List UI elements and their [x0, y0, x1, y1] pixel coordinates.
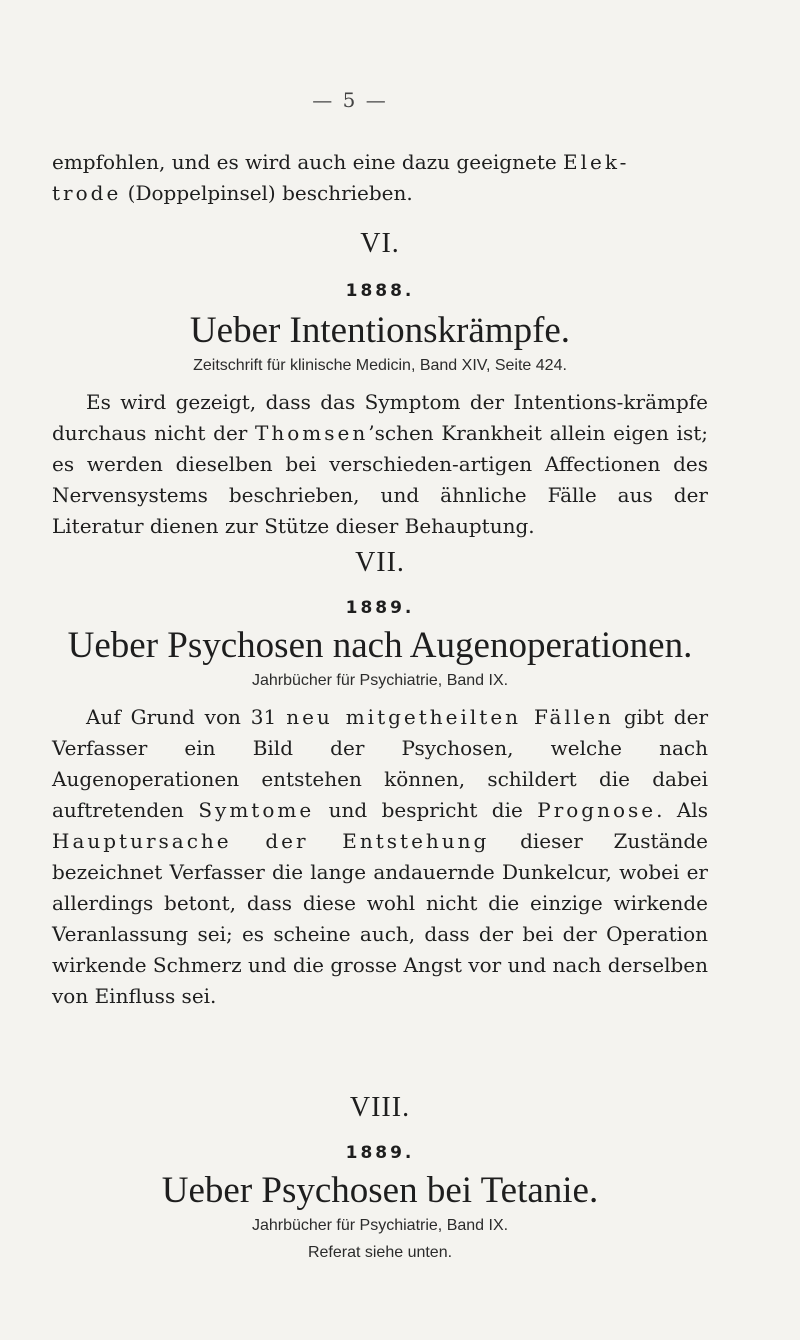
section-vii-text-2: gibt der Verfasser ein Bild der Psychosen, welche nach Augenoperationen entstehen können, schildert die dabei auftretenden: [52, 705, 708, 822]
emphasis-elektrode-a: Elek-: [563, 150, 630, 174]
section-vi-year: 1888.: [345, 281, 415, 301]
section-viii-year: 1889.: [345, 1143, 415, 1163]
section-vi-text-b: ’schen Krankheit allein eigen ist; es werden dieselben bei verschieden-artigen Affectionen des Nervensystems beschrieben, und ähnliche Fälle aus der Literatur dienen zur Stütze dieser Behauptung.: [52, 421, 708, 538]
emphasis-thomsen: Thomsen: [255, 421, 369, 445]
section-vii-text-1: Auf Grund von 31: [86, 705, 277, 729]
section-vii-abstract: [52, 702, 708, 1012]
section-vii-text: [52, 702, 708, 1012]
section-vi-text: [52, 387, 708, 542]
section-vii-title: Ueber Psychosen nach Augenoperationen.: [67, 625, 693, 666]
intro-text: [52, 147, 708, 209]
section-vii-text-4: . Als: [656, 798, 709, 822]
section-vi-source: Zeitschrift für klinische Medicin, Band XIV, Seite 424.: [193, 357, 567, 374]
page-number: — 5 —: [312, 88, 388, 112]
emphasis-symtome: Symtome: [198, 798, 315, 822]
section-viii-numeral: VIII.: [349, 1092, 411, 1123]
section-vii-text-5: dieser Zustände bezeichnet Verfasser die lange andauernde Dunkelcur, wobei er allerdings betont, dass diese wohl nicht die einzige wirkende Veranlassung sei; es scheine auch, dass der bei der Operation wirkende Schmerz und die grosse Angst vor und nach derselben von Einfluss sei.: [52, 829, 709, 1008]
section-vi-text-a: Es wird gezeigt, dass das Symptom der Intentions-krämpfe durchaus nicht der: [52, 390, 708, 445]
section-viii-note: Referat siehe unten.: [307, 1244, 453, 1261]
section-vi-title: Ueber Intentionskrämpfe.: [189, 310, 571, 351]
section-vi-numeral: VI.: [360, 228, 400, 259]
emphasis-prognose: Prognose: [537, 798, 657, 822]
section-vii-source: Jahrbücher für Psychiatrie, Band IX.: [251, 672, 509, 689]
intro-paragraph: [52, 147, 708, 209]
section-vi-abstract: [52, 387, 708, 542]
intro-line-1: empfohlen, und es wird auch eine dazu geeignete: [52, 150, 557, 174]
emphasis-elektrode-b: trode: [52, 181, 122, 205]
emphasis-hauptursache: Hauptursache der Entstehung: [52, 829, 490, 853]
section-viii-source: Jahrbücher für Psychiatrie, Band IX.: [251, 1217, 509, 1234]
intro-line-2: (Doppelpinsel) beschrieben.: [127, 181, 413, 205]
emphasis-faellen: neu mitgetheilten Fällen: [286, 705, 614, 729]
section-vii-year: 1889.: [345, 598, 415, 618]
section-viii-title: Ueber Psychosen bei Tetanie.: [161, 1170, 599, 1211]
section-vii-text-3: und bespricht die: [328, 798, 523, 822]
section-vii-numeral: VII.: [355, 547, 405, 578]
